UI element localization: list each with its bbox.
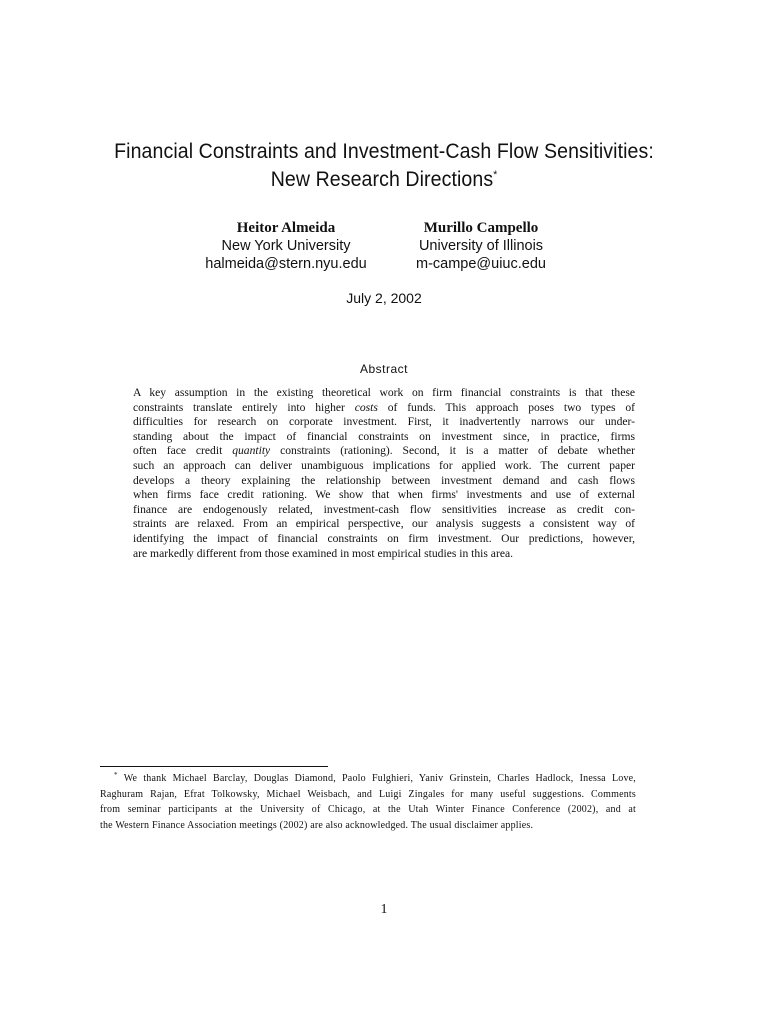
title-footnote-mark: *	[493, 169, 498, 181]
abstract-line: develops a theory explaining the relationship between investment demand and cash flows	[133, 473, 635, 487]
abstract-line: often face credit quantity constraints (rationing). Second, it is a matter of debate whether	[133, 444, 635, 458]
abstract-line: when firms face credit rationing. We show that when firms' investments and use of external	[133, 488, 635, 502]
author-block-2	[361, 219, 601, 273]
paper-date: July 2, 2002	[346, 290, 422, 306]
author-name: Heitor Almeida	[236, 220, 336, 236]
author-email: halmeida@stern.nyu.edu	[205, 256, 367, 272]
author-affiliation: University of Illinois	[418, 238, 544, 254]
footnote-line: Raghuram Rajan, Efrat Tolkowsky, Michael Weisbach, and Luigi Zingales for many useful suggestions. Comments	[100, 788, 636, 800]
abstract-body	[133, 386, 635, 561]
footnote	[100, 771, 636, 833]
footnote-line: * We thank Michael Barclay, Douglas Diamond, Paolo Fulghieri, Yaniv Grinstein, Charles Hadlock, Inessa Love,	[114, 771, 636, 784]
footnote-line: from seminar participants at the University of Chicago, at the Utah Winter Finance Conference (2002), and at	[100, 804, 636, 815]
footnote-rule	[100, 766, 328, 767]
abstract-line: difficulties for research on corporate investment. First, it inadvertently narrows our under-	[133, 415, 635, 429]
abstract-line: are markedly different from those examined in most empirical studies in this area.	[133, 546, 514, 560]
footnote-line: the Western Finance Association meetings (2002) are also acknowledged. The usual disclaimer applies.	[100, 819, 534, 831]
paper-title	[27, 138, 741, 194]
footnote-mark: *	[114, 771, 118, 779]
abstract-line: constraints translate entirely into higher costs of funds. This approach poses two types of	[133, 400, 635, 414]
abstract-line: straints are relaxed. From an empirical perspective, our analysis suggests a consistent way of	[133, 517, 635, 531]
abstract-line: finance are endogenously related, investment-cash flow sensitivities increase as credit con-	[133, 502, 635, 516]
author-email: m-campe@uiuc.edu	[416, 256, 546, 272]
abstract-line: A key assumption in the existing theoretical work on firm financial constraints is that these	[133, 386, 635, 399]
title-line-1: Financial Constraints and Investment-Cash Flow Sensitivities:	[114, 140, 654, 163]
author-name: Murillo Campello	[423, 220, 539, 236]
abstract-line: standing about the impact of financial constraints on investment since, in practice, firms	[133, 429, 635, 443]
abstract-heading: Abstract	[359, 362, 408, 376]
title-line-2-text: New Research Directions	[270, 168, 494, 191]
abstract-line: such an approach can deliver unambiguous implications for applied work. The current paper	[133, 458, 635, 472]
title-line-2	[27, 166, 741, 194]
author-affiliation: New York University	[221, 238, 351, 254]
abstract-line: identifying the impact of financial constraints on firm investment. Our predictions, however,	[133, 531, 635, 545]
page-number: 1	[380, 902, 388, 917]
